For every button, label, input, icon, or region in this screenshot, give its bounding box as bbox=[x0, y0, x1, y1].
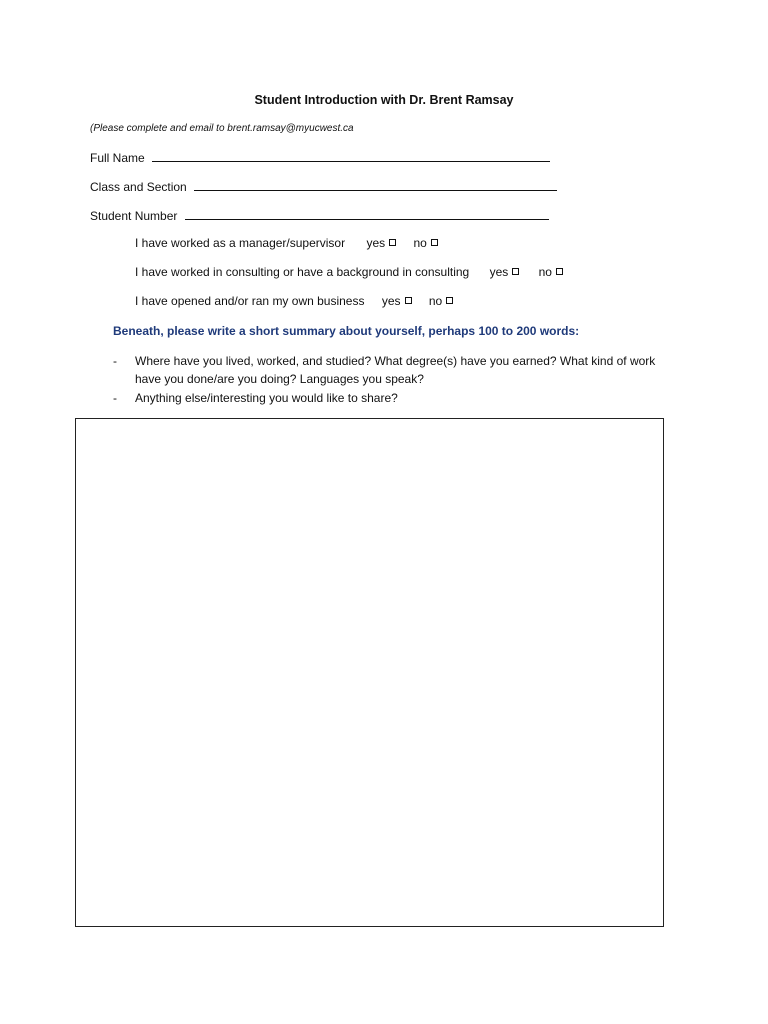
full-name-label: Full Name bbox=[90, 151, 145, 165]
email-instruction: (Please complete and email to brent.ramsay@myucwest.ca bbox=[90, 123, 354, 134]
student-number-label: Student Number bbox=[90, 209, 178, 223]
checkbox-icon[interactable] bbox=[556, 268, 563, 275]
bullet-item bbox=[113, 389, 673, 407]
question-manager bbox=[135, 236, 438, 250]
checkbox-icon[interactable] bbox=[389, 239, 396, 246]
bullet-dash: - bbox=[113, 354, 117, 368]
yes-option[interactable]: yes bbox=[490, 265, 520, 279]
no-option[interactable]: no bbox=[413, 236, 437, 250]
question-text: I have worked in consulting or have a background in consulting bbox=[135, 265, 470, 279]
summary-heading: Beneath, please write a short summary about yourself, perhaps 100 to 200 words: bbox=[113, 324, 580, 338]
full-name-line[interactable] bbox=[152, 149, 550, 162]
full-name-field[interactable] bbox=[90, 149, 550, 165]
yes-option[interactable]: yes bbox=[366, 236, 396, 250]
bullet-text: Where have you lived, worked, and studied? What degree(s) have you earned? What kind of work have you done/are you doing? Languages you speak? bbox=[135, 354, 656, 386]
question-consulting bbox=[135, 265, 563, 279]
summary-answer-box[interactable] bbox=[75, 418, 664, 927]
question-business bbox=[135, 294, 453, 308]
checkbox-icon[interactable] bbox=[431, 239, 438, 246]
student-number-line[interactable] bbox=[185, 207, 549, 220]
class-section-field[interactable] bbox=[90, 178, 557, 194]
checkbox-icon[interactable] bbox=[446, 297, 453, 304]
bullet-text: Anything else/interesting you would like to share? bbox=[135, 391, 398, 405]
checkbox-icon[interactable] bbox=[512, 268, 519, 275]
bullet-dash: - bbox=[113, 391, 117, 405]
no-option[interactable]: no bbox=[429, 294, 453, 308]
bullet-item bbox=[113, 352, 673, 388]
page-title: Student Introduction with Dr. Brent Ramsay bbox=[254, 93, 514, 107]
class-section-label: Class and Section bbox=[90, 180, 187, 194]
yes-option[interactable]: yes bbox=[382, 294, 412, 308]
class-section-line[interactable] bbox=[194, 178, 557, 191]
question-text: I have opened and/or ran my own business bbox=[135, 294, 365, 308]
no-option[interactable]: no bbox=[539, 265, 563, 279]
question-text: I have worked as a manager/supervisor bbox=[135, 236, 346, 250]
student-number-field[interactable] bbox=[90, 207, 549, 223]
checkbox-icon[interactable] bbox=[405, 297, 412, 304]
